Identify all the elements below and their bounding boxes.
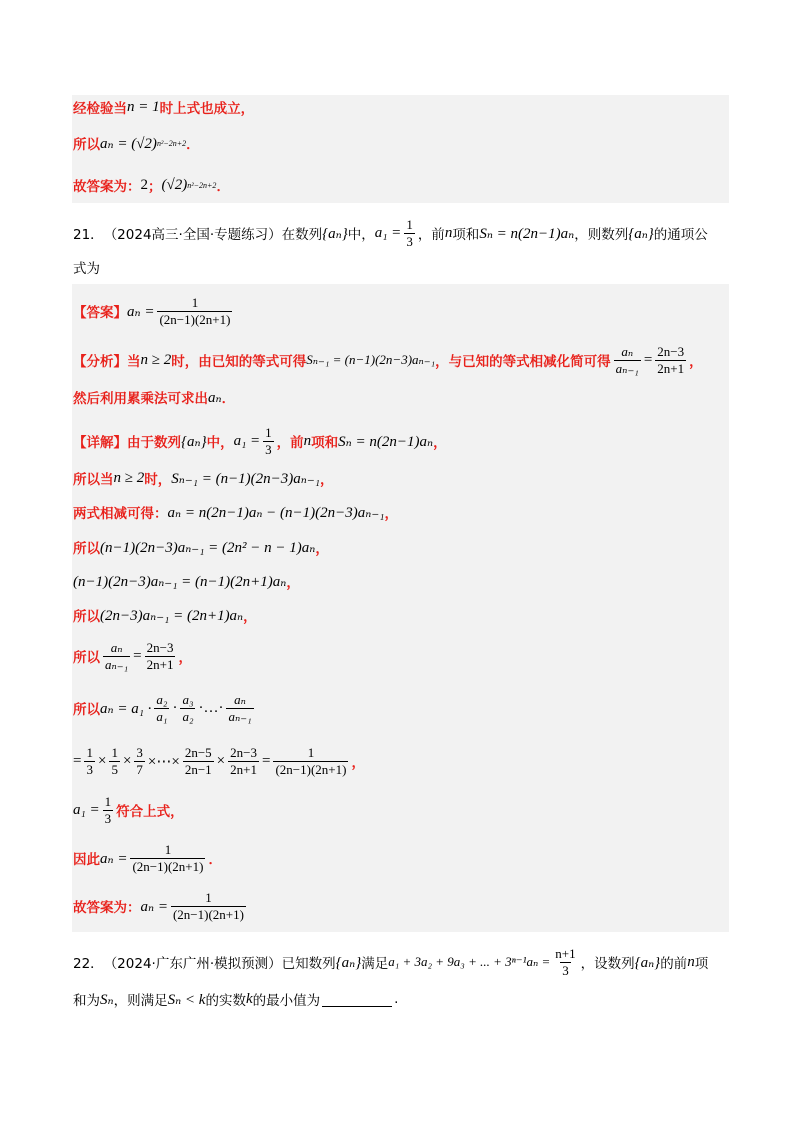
detail-text: 项和 <box>311 435 339 451</box>
stem-text: 在数列 <box>281 227 323 243</box>
step-text: ， <box>315 541 329 557</box>
q21-step-4 <box>73 532 728 562</box>
step-text: ， <box>243 609 257 625</box>
answer-exponent: n²−2n+2 <box>187 180 217 190</box>
rhs-fraction: $\frac{2n-3}{2n+1}$ <box>657 343 685 376</box>
math-seq: {aₙ} <box>181 433 207 450</box>
q22-stem-line-1 <box>73 944 728 980</box>
step-text: ， <box>178 650 192 666</box>
stem-text: ，则数列 <box>574 227 629 243</box>
verify-text: 经检验当 <box>73 101 127 117</box>
analysis-text: ，与已知的等式相减化简可得 <box>435 354 611 370</box>
math-seq: {aₙ} <box>634 954 661 971</box>
math-n: n <box>303 432 312 449</box>
answer-fraction: $\frac{1}{(2n-1)(2n+1)}$ <box>159 294 231 327</box>
stem-text: 满足 <box>361 956 389 972</box>
condition-fraction: $\frac{n+1}{3}$ <box>555 945 576 978</box>
math-seq: {aₙ} <box>322 225 348 242</box>
fraction-one-third: $\frac{1}{3}$ <box>265 424 272 457</box>
analysis-text: 当 <box>127 354 141 370</box>
result-fraction: $\frac{1}{(2n-1)(2n+1)}$ <box>172 889 244 922</box>
question-number: 21． <box>73 227 104 243</box>
step-text: 所以 <box>73 702 100 718</box>
answer-blank[interactable] <box>322 992 392 1007</box>
analysis-text: 然后利用累乘法可求出 <box>73 391 208 407</box>
fraction-one-third: $\frac{1}{3}$ <box>406 216 413 249</box>
stem-text: 的最小值为 <box>252 993 321 1009</box>
math-seq: {aₙ} <box>335 954 362 971</box>
detail-text: ，前 <box>276 435 304 451</box>
math-a1: a₁ = <box>73 801 100 818</box>
q21-detail-1 <box>73 424 728 458</box>
step-text: 两式相减可得： <box>73 506 168 522</box>
math-an: aₙ = <box>100 850 128 867</box>
stem-text: 和为 <box>73 993 100 1009</box>
step-text: ， <box>320 472 334 488</box>
q21-step-7 <box>73 638 728 674</box>
q21-stem-line-2 <box>73 252 728 282</box>
q21-step-2 <box>73 463 728 493</box>
answer-label: 【答案】 <box>73 305 127 321</box>
math-exponent: n²−2n+2 <box>156 138 187 148</box>
step-text: ． <box>208 852 222 868</box>
step-text: 符合上式， <box>116 804 184 820</box>
math-s-prev: Sₙ₋₁ = (n−1)(2n−3)aₙ₋₁ <box>171 470 321 487</box>
product-fraction: $\frac{2n-5}{2n-1}$ <box>184 744 212 777</box>
ratio-fraction: $\frac{\text{aₙ}}{\text{aₙ₋₁}}$ <box>105 639 129 672</box>
step-text: 所以 <box>73 609 100 625</box>
math-sum: Sₙ = n(2n−1)aₙ <box>338 433 434 450</box>
q21-step-10 <box>73 792 728 828</box>
step-text: 所以 <box>73 650 100 666</box>
stem-text: 的前 <box>660 956 688 972</box>
math-an: aₙ = <box>140 898 168 915</box>
math-product-start: aₙ = a₁ · <box>100 700 152 717</box>
math-step6: (2n−3)aₙ₋₁ = (2n+1)aₙ <box>100 607 244 624</box>
q21-analysis-2 <box>73 382 728 412</box>
q21-answer <box>73 294 728 328</box>
detail-text: 中， <box>206 435 234 451</box>
product-fraction: $\frac{\text{a₃}}{\text{a₂}}$ <box>182 691 194 724</box>
product-fraction: $\frac{2n-3}{2n+1}$ <box>230 744 257 777</box>
step-text: 故答案为： <box>73 900 141 916</box>
stem-text: 式为 <box>73 261 100 277</box>
math-n: n <box>444 224 453 241</box>
stem-text: ，则满足 <box>113 993 168 1009</box>
stem-text: ，设数列 <box>580 956 635 972</box>
math-an-formula: aₙ = (√2) <box>100 135 157 152</box>
q20-line-3: 故答案为： 2 ； (√2) n²−2n+2 ． <box>73 176 230 195</box>
q20-line-2: 所以 aₙ = (√2) n²−2n+2 ． <box>73 128 728 158</box>
answer-value-1: 2 <box>140 176 148 193</box>
therefore-text: 所以 <box>73 137 100 153</box>
result-fraction: $\frac{1}{(2n-1)(2n+1)}$ <box>132 841 204 874</box>
step-text: 所以 <box>73 541 100 557</box>
dots: ×⋯× <box>147 753 180 770</box>
holds-text: 时上式也成立， <box>159 101 255 117</box>
q21-step-9: = $\frac{1}{3}$ × $\frac{1}{5}$ × $\frac{3}{7}$ ×⋯× $\frac{2n-5}{2n-1}$ × $\frac{2n-3}{2n+1}$ = $\frac{1}{(2n-1)(2n+1)}$ ， <box>73 744 365 777</box>
analysis-label: 【分析】 <box>73 354 127 370</box>
math-sn: Sₙ <box>100 991 114 1008</box>
q21-stem-line-1 <box>73 218 728 248</box>
fraction-one-third: $\frac{1}{3}$ <box>104 793 112 826</box>
stem-text: 项和 <box>452 227 480 243</box>
math-a1: a₁ = <box>233 432 261 449</box>
product-fraction: $\frac{\text{aₙ}}{\text{aₙ₋₁}}$ <box>228 691 252 724</box>
q21-step-8: 所以 aₙ = a₁ · $\frac{\text{a₂}}{\text{a₁}}$ · $\frac{\text{a₃}}{\text{a₂}}$ ·…· $\frac{\text{aₙ}}{\text{aₙ₋₁}}$ <box>73 691 252 724</box>
math-a1: a₁ = <box>374 224 402 241</box>
step-text: 时， <box>144 472 172 488</box>
q21-analysis-1 <box>73 342 728 378</box>
q21-step-5 <box>73 566 728 596</box>
answer-is-text: 故答案为： <box>73 179 141 195</box>
q21-step-11 <box>73 840 728 876</box>
answer-separator: ； <box>148 179 162 195</box>
rhs-fraction: $\frac{2n-3}{2n+1}$ <box>146 639 174 672</box>
equals: = <box>73 752 82 769</box>
question-number: 22． <box>73 956 104 972</box>
q20-line-1 <box>73 92 728 122</box>
detail-text: ， <box>433 435 447 451</box>
math-an: aₙ = <box>127 303 155 320</box>
step-text: ， <box>384 506 398 522</box>
math-n-ge-2: n ≥ 2 <box>113 469 145 486</box>
math-sum: Sₙ = n(2n−1)aₙ <box>479 225 575 242</box>
step-text: ， <box>286 575 300 591</box>
step-text: ， <box>351 755 365 771</box>
detail-text: 由于数列 <box>127 435 181 451</box>
answer-value-2: (√2) <box>161 176 188 193</box>
result-fraction: $\frac{1}{(2n-1)(2n+1)}$ <box>275 744 347 777</box>
math-step4: (n−1)(2n−3)aₙ₋₁ = (2n² − n − 1)aₙ <box>100 539 316 556</box>
stem-text: 中， <box>347 227 375 243</box>
product-fraction: $\frac{1}{5}$ <box>111 744 118 777</box>
step-text: 所以当 <box>73 472 114 488</box>
equals: = <box>133 647 142 664</box>
stem-text: . <box>394 991 399 1007</box>
product-fraction: $\frac{1}{3}$ <box>86 744 93 777</box>
q21-step-6 <box>73 600 728 630</box>
math-condition: a₁ + 3a₂ + 9a₃ + ... + 3ⁿ⁻¹aₙ = <box>388 954 551 969</box>
detail-label: 【详解】 <box>73 435 127 451</box>
math-an: aₙ <box>208 389 222 406</box>
product-fraction: $\frac{3}{7}$ <box>136 744 143 777</box>
analysis-text: ． <box>221 391 236 407</box>
math-seq: {aₙ} <box>628 225 654 242</box>
question-source: （2024高三·全国·专题练习） <box>103 227 282 243</box>
question-source: （2024·广东广州·模拟预测） <box>103 956 282 972</box>
math-k: k <box>245 990 253 1007</box>
math-s-prev: Sₙ₋₁ = (n−1)(2n−3)aₙ₋₁ <box>306 352 436 367</box>
math-n: n <box>687 953 695 970</box>
math-inequality: Sₙ < k <box>167 991 206 1008</box>
product-fraction: $\frac{\text{a₂}}{\text{a₁}}$ <box>156 691 168 724</box>
step-text: 因此 <box>73 852 100 868</box>
stem-text: ，前 <box>417 227 445 243</box>
math-subtract: aₙ = n(2n−1)aₙ − (n−1)(2n−3)aₙ₋₁ <box>167 504 385 521</box>
dots: ·…· <box>198 699 224 716</box>
stem-text: 的实数 <box>205 993 246 1009</box>
q21-step-3 <box>73 497 728 527</box>
ratio-fraction: $\frac{\text{aₙ}}{\text{aₙ₋₁}}$ <box>615 343 639 376</box>
stem-text: 项 <box>694 956 709 972</box>
q22-stem-line-2 <box>73 984 728 1014</box>
analysis-text: 时，由已知的等式可得 <box>171 354 307 370</box>
math-n-eq-1: n = 1 <box>127 98 160 115</box>
stem-text: 的通项公 <box>653 227 708 243</box>
q21-step-12 <box>73 888 728 924</box>
equals: = <box>643 351 653 368</box>
math-n-ge-2: n ≥ 2 <box>140 351 172 368</box>
stem-text: 已知数列 <box>281 956 336 972</box>
math-step5: (n−1)(2n−3)aₙ₋₁ = (n−1)(2n+1)aₙ <box>73 573 287 590</box>
analysis-text: ， <box>689 354 703 370</box>
